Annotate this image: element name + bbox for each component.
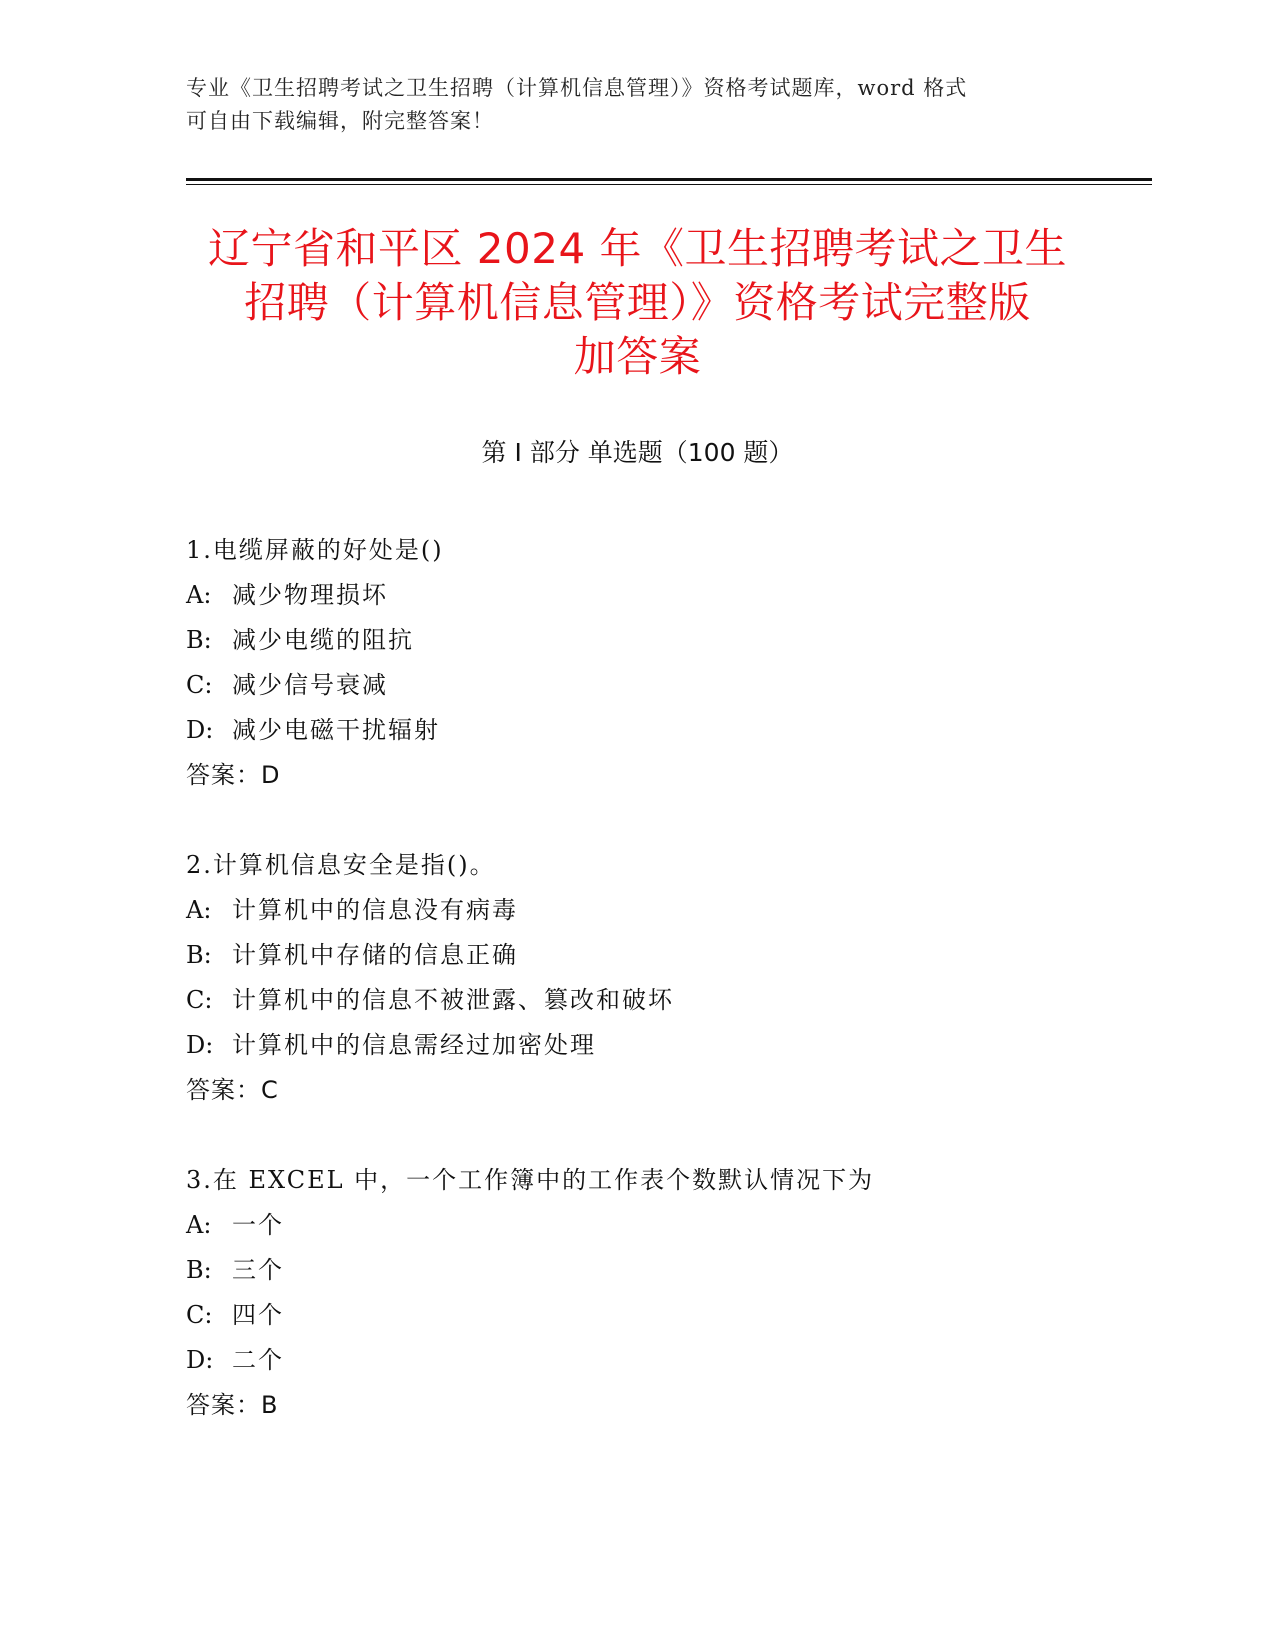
question-option-c <box>186 663 1146 708</box>
option-text: 减少电磁干扰辐射 <box>232 716 440 744</box>
option-letter: B: <box>186 626 212 654</box>
question-stem: 3.在 EXCEL 中，一个工作簿中的工作表个数默认情况下为 <box>186 1166 875 1194</box>
header-note-line-2: 可自由下载编辑，附完整答案！ <box>186 109 494 133</box>
option-letter: C: <box>186 671 213 699</box>
question-option-c <box>186 1293 1146 1338</box>
option-letter: D: <box>186 1346 214 1374</box>
question-option-c <box>186 978 1146 1023</box>
document-title-line-3: 加答案 <box>573 332 702 381</box>
document-title-line-2: 招聘（计算机信息管理）》资格考试完整版 <box>244 278 1031 327</box>
header-note-line-1: 专业《卫生招聘考试之卫生招聘（计算机信息管理）》资格考试题库，word 格式 <box>186 76 968 100</box>
option-text: 四个 <box>232 1301 284 1329</box>
question-option-a <box>186 573 1146 618</box>
question-list <box>186 528 1146 1473</box>
option-text: 二个 <box>232 1346 284 1374</box>
option-letter: A: <box>186 896 212 924</box>
option-letter: D: <box>186 716 214 744</box>
document-title <box>160 222 1115 384</box>
question-answer: 答案：B <box>186 1391 279 1419</box>
question-option-b <box>186 618 1146 663</box>
option-letter: A: <box>186 581 212 609</box>
question-1 <box>186 528 1146 798</box>
question-option-d <box>186 1023 1146 1068</box>
option-text: 减少物理损坏 <box>232 581 388 609</box>
option-text: 减少信号衰减 <box>232 671 388 699</box>
option-letter: B: <box>186 941 212 969</box>
question-answer: 答案：C <box>186 1076 279 1104</box>
option-text: 三个 <box>232 1256 284 1284</box>
question-option-b <box>186 933 1146 978</box>
option-text: 计算机中的信息需经过加密处理 <box>232 1031 596 1059</box>
question-option-b <box>186 1248 1146 1293</box>
question-option-d <box>186 708 1146 753</box>
option-letter: A: <box>186 1211 212 1239</box>
option-letter: D: <box>186 1031 214 1059</box>
header-note <box>186 72 1086 138</box>
question-option-a <box>186 1203 1146 1248</box>
document-title-line-1: 辽宁省和平区 2024 年《卫生招聘考试之卫生 <box>207 224 1068 273</box>
question-option-d <box>186 1338 1146 1383</box>
question-3 <box>186 1158 1146 1428</box>
option-text: 减少电缆的阻抗 <box>232 626 414 654</box>
section-heading: 第 I 部分 单选题（100 题） <box>481 438 794 467</box>
question-stem: 1.电缆屏蔽的好处是() <box>186 536 444 564</box>
option-letter: C: <box>186 1301 213 1329</box>
question-stem: 2.计算机信息安全是指()。 <box>186 851 496 879</box>
question-answer: 答案：D <box>186 761 281 789</box>
question-option-a <box>186 888 1146 933</box>
header-divider-thin <box>186 184 1152 185</box>
option-text: 计算机中的信息不被泄露、篡改和破坏 <box>232 986 674 1014</box>
option-letter: B: <box>186 1256 212 1284</box>
header-divider-thick <box>186 178 1152 181</box>
question-2 <box>186 843 1146 1113</box>
option-letter: C: <box>186 986 213 1014</box>
option-text: 计算机中的信息没有病毒 <box>232 896 518 924</box>
option-text: 计算机中存储的信息正确 <box>232 941 518 969</box>
option-text: 一个 <box>232 1211 284 1239</box>
